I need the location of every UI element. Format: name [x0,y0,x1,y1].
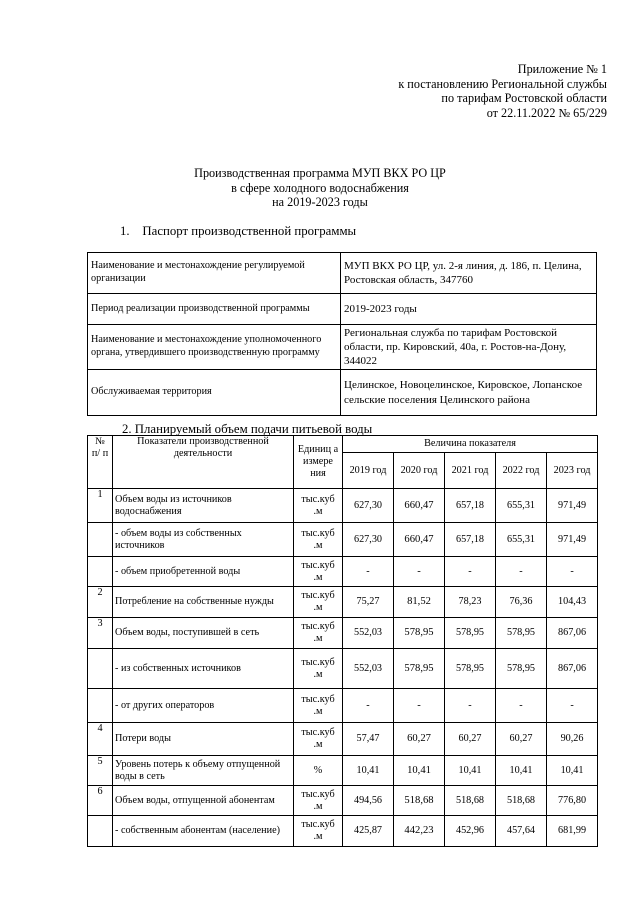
row-value: 971,49 [547,489,598,523]
row-value: 971,49 [547,523,598,557]
appendix-header [307,62,607,120]
title-line-1: Производственная программа МУП ВКХ РО ЦР [194,166,446,180]
table-row [88,618,598,649]
row-number: 1 [88,489,113,523]
appendix-line-4: от 22.11.2022 № 65/229 [486,105,607,120]
table-row [88,816,598,847]
row-unit: тыс.куб .м [294,618,343,649]
document-title [0,166,640,210]
table-row [88,756,598,786]
row-indicator: Объем воды, поступившей в сеть [113,618,294,649]
row-value: - [445,689,496,723]
row-value: 442,23 [394,816,445,847]
appendix-line-1: Приложение № 1 [517,62,607,76]
passport-label: Обслуживаемая территория [88,370,341,416]
row-unit: тыс.куб .м [294,649,343,689]
header-indicator: Показатели производственной деятельности [113,436,294,489]
row-indicator: Объем воды, отпущенной абонентам [113,786,294,816]
row-value: 660,47 [394,489,445,523]
section-1-number: 1. [120,224,130,238]
table-header-row [88,436,598,453]
row-unit: тыс.куб .м [294,557,343,587]
table-row [88,523,598,557]
row-number [88,523,113,557]
row-value: 60,27 [445,723,496,756]
row-value: 452,96 [445,816,496,847]
passport-label: Период реализации производственной программы [88,294,341,325]
row-value: - [547,557,598,587]
passport-row [88,325,597,370]
row-value: 10,41 [394,756,445,786]
header-year: 2020 год [394,453,445,489]
appendix-line-3: по тарифам Ростовской области [441,91,607,106]
passport-value: Целинское, Новоцелинское, Кировское, Лопанское сельские поселения Целинского района [341,370,597,416]
row-unit: тыс.куб .м [294,689,343,723]
header-value-group: Величина показателя [343,436,598,453]
header-number: № п/ п [88,436,113,489]
passport-label: Наименование и местонахождение регулируемой организации [88,253,341,294]
row-value: 81,52 [394,587,445,618]
table-row [88,557,598,587]
row-value: 10,41 [547,756,598,786]
header-year: 2022 год [496,453,547,489]
passport-table [87,252,597,416]
row-value: 776,80 [547,786,598,816]
row-unit: тыс.куб .м [294,523,343,557]
section-1-heading [120,224,356,239]
row-value: 552,03 [343,618,394,649]
row-value: 660,47 [394,523,445,557]
row-unit: тыс.куб .м [294,587,343,618]
title-line-3: на 2019-2023 годы [272,195,368,210]
row-value: 552,03 [343,649,394,689]
passport-row [88,294,597,325]
row-value: 518,68 [394,786,445,816]
section-2-heading: 2. Планируемый объем подачи питьевой воды [122,422,373,436]
row-value: 578,95 [445,618,496,649]
row-value: 578,95 [394,649,445,689]
row-indicator: - из собственных источников [113,649,294,689]
row-value: 10,41 [445,756,496,786]
row-value: 867,06 [547,618,598,649]
row-value: 657,18 [445,489,496,523]
row-value: 494,56 [343,786,394,816]
header-unit: Единиц а измере ния [294,436,343,489]
water-volume-table [87,435,598,847]
header-year: 2019 год [343,453,394,489]
row-value: 10,41 [343,756,394,786]
row-value: - [343,689,394,723]
row-value: 518,68 [445,786,496,816]
row-value: 578,95 [496,649,547,689]
row-value: 627,30 [343,523,394,557]
row-value: 76,36 [496,587,547,618]
row-number: 4 [88,723,113,756]
row-unit: тыс.куб .м [294,816,343,847]
row-indicator: Уровень потерь к объему отпущенной воды в сеть [113,756,294,786]
row-indicator: - объем приобретенной воды [113,557,294,587]
row-value: 90,26 [547,723,598,756]
row-value: - [343,557,394,587]
row-number [88,816,113,847]
row-value: - [394,689,445,723]
row-unit: тыс.куб .м [294,786,343,816]
section-1-title: Паспорт производственной программы [142,224,357,238]
passport-value: 2019-2023 годы [341,294,597,325]
table-row [88,587,598,618]
passport-label: Наименование и местонахождение уполномоченного органа, утвердившего производственную программу [88,325,341,370]
row-value: 518,68 [496,786,547,816]
row-value: 60,27 [496,723,547,756]
passport-value: МУП ВКХ РО ЦР, ул. 2-я линия, д. 186, п. Целина, Ростовская область, 347760 [341,253,597,294]
row-number: 6 [88,786,113,816]
row-value: 104,43 [547,587,598,618]
appendix-line-2: к постановлению Региональной службы [398,76,607,91]
passport-value: Региональная служба по тарифам Ростовской области, пр. Кировский, 40а, г. Ростов-на-Дону, 344022 [341,325,597,370]
row-value: - [445,557,496,587]
row-unit: % [294,756,343,786]
row-value: 657,18 [445,523,496,557]
row-value: - [547,689,598,723]
row-number: 2 [88,587,113,618]
row-number: 5 [88,756,113,786]
row-value: - [394,557,445,587]
table-row [88,689,598,723]
row-value: - [496,689,547,723]
row-indicator: Объем воды из источников водоснабжения [113,489,294,523]
row-unit: тыс.куб .м [294,723,343,756]
row-value: 681,99 [547,816,598,847]
header-year: 2021 год [445,453,496,489]
row-unit: тыс.куб .м [294,489,343,523]
row-value: 655,31 [496,523,547,557]
row-value: 578,95 [394,618,445,649]
row-value: 655,31 [496,489,547,523]
row-value: 867,06 [547,649,598,689]
row-indicator: - от других операторов [113,689,294,723]
row-value: 578,95 [496,618,547,649]
table-row [88,723,598,756]
passport-row [88,253,597,294]
row-value: 425,87 [343,816,394,847]
row-number [88,689,113,723]
row-number [88,557,113,587]
table-row [88,649,598,689]
row-indicator: - собственным абонентам (население) [113,816,294,847]
row-value: 78,23 [445,587,496,618]
row-value: - [496,557,547,587]
passport-row [88,370,597,416]
row-value: 75,27 [343,587,394,618]
row-indicator: - объем воды из собственных источников [113,523,294,557]
row-number [88,649,113,689]
row-indicator: Потребление на собственные нужды [113,587,294,618]
title-line-2: в сфере холодного водоснабжения [231,180,409,195]
row-value: 57,47 [343,723,394,756]
row-value: 10,41 [496,756,547,786]
table-row [88,786,598,816]
row-value: 627,30 [343,489,394,523]
header-year: 2023 год [547,453,598,489]
row-indicator: Потери воды [113,723,294,756]
row-value: 578,95 [445,649,496,689]
row-value: 60,27 [394,723,445,756]
row-value: 457,64 [496,816,547,847]
table-row [88,489,598,523]
row-number: 3 [88,618,113,649]
